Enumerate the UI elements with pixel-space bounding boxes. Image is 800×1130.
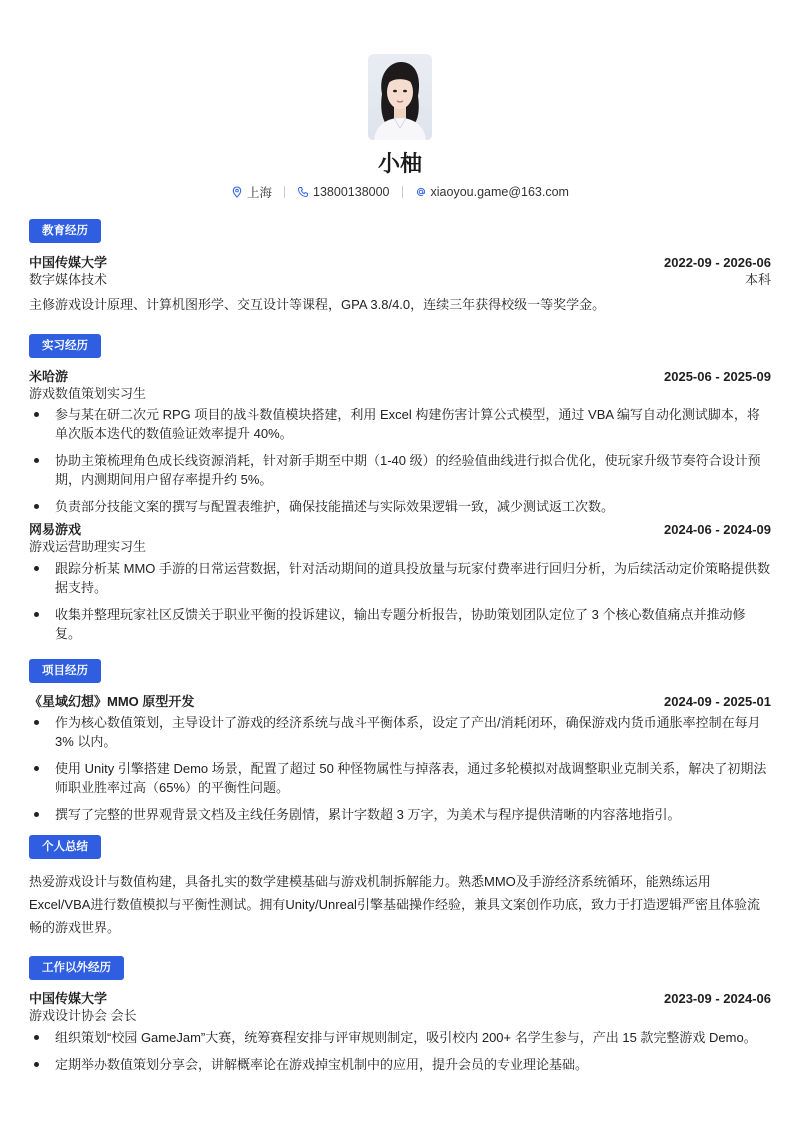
section-title-education: 教育经历 <box>29 219 101 243</box>
education-sub-row <box>29 271 771 289</box>
list-item: 参与某在研二次元 RPG 项目的战斗数值模块搭建，利用 Excel 构建伤害计算公式模型，通过 VBA 编写自动化测试脚本，将单次版本迭代的数值验证效率提升 40%。 <box>29 405 771 443</box>
contact-location <box>231 183 272 201</box>
list-item: 跟踪分析某 MMO 手游的日常运营数据，针对活动期间的道具投放量与玩家付费率进行回归分析，为后续活动定价策略提供数据支持。 <box>29 559 771 597</box>
list-item: 协助主策梳理角色成长线资源消耗，针对新手期至中期（1-40 级）的经验值曲线进行拟合优化，使玩家升级节奏符合设计预期，内测期间用户留存率提升约 5%。 <box>29 451 771 489</box>
internship-header-row <box>29 521 771 539</box>
email-at-icon <box>415 186 427 198</box>
section-title-extra: 工作以外经历 <box>29 956 124 980</box>
education-description: 主修游戏设计原理、计算机图形学、交互设计等课程，GPA 3.8/4.0，连续三年获得校级一等奖学金。 <box>29 297 606 312</box>
internship-date: 2025-06 - 2025-09 <box>664 369 771 384</box>
internship-bullet-list <box>29 559 771 651</box>
list-item: 作为核心数值策划，主导设计了游戏的经济系统与战斗平衡体系，设定了产出/消耗闭环，确保游戏内货币通胀率控制在每月 3% 以内。 <box>29 713 771 751</box>
phone-text: 13800138000 <box>313 185 390 199</box>
location-text: 上海 <box>247 186 273 200</box>
project-name: 《星域幻想》MMO 原型开发 <box>29 694 195 709</box>
internship-company: 米哈游 <box>29 369 69 384</box>
extra-role: 游戏设计协会 会长 <box>29 1008 137 1023</box>
list-item: 使用 Unity 引擎搭建 Demo 场景，配置了超过 50 种怪物属性与掉落表，通过多轮模拟对战调整职业克制关系，解决了初期法师职业胜率过高（65%）的平衡性问题。 <box>29 759 771 797</box>
email-text: xiaoyou.game@163.com <box>430 185 569 199</box>
list-item: 撰写了完整的世界观背景文档及主线任务剧情，累计字数超 3 万字，为美术与程序提供清晰的内容落地指引。 <box>29 805 771 824</box>
internship-company: 网易游戏 <box>29 522 82 537</box>
contact-divider <box>402 186 403 198</box>
internship-role-row <box>29 538 771 556</box>
extra-bullet-list <box>29 1028 771 1082</box>
contact-divider <box>284 186 285 198</box>
list-item: 组织策划“校园 GameJam”大赛，统筹赛程安排与评审规则制定，吸引校内 200+ 名学生参与，产出 15 款完整游戏 Demo。 <box>29 1028 771 1047</box>
list-item: 负责部分技能文案的撰写与配置表维护，确保技能描述与实际效果逻辑一致，减少测试返工次数。 <box>29 497 771 516</box>
phone-icon <box>297 186 309 198</box>
resume-header <box>29 54 771 201</box>
internship-bullet-list <box>29 405 771 524</box>
project-header-row <box>29 693 771 711</box>
internship-date: 2024-06 - 2024-09 <box>664 522 771 537</box>
extra-header-row <box>29 990 771 1008</box>
extra-date: 2023-09 - 2024-06 <box>664 991 771 1006</box>
section-title-project: 项目经历 <box>29 659 101 683</box>
project-date: 2024-09 - 2025-01 <box>664 694 771 709</box>
section-title-internship: 实习经历 <box>29 334 101 358</box>
extra-role-row <box>29 1007 771 1025</box>
list-item: 定期举办数值策划分享会，讲解概率论在游戏掉宝机制中的应用，提升会员的专业理论基础。 <box>29 1055 771 1074</box>
education-major: 数字媒体技术 <box>29 272 108 287</box>
internship-header-row <box>29 368 771 386</box>
education-school: 中国传媒大学 <box>29 255 108 270</box>
location-pin-icon <box>231 186 243 198</box>
education-header-row <box>29 254 771 272</box>
extra-org: 中国传媒大学 <box>29 991 108 1006</box>
resume-page <box>29 0 771 1072</box>
internship-role-row <box>29 385 771 403</box>
section-title-summary: 个人总结 <box>29 835 101 859</box>
project-bullet-list <box>29 713 771 832</box>
contact-email <box>415 185 569 199</box>
internship-role: 游戏运营助理实习生 <box>29 539 147 554</box>
list-item: 收集并整理玩家社区反馈关于职业平衡的投诉建议，输出专题分析报告，协助策划团队定位了 3 个核心数值痛点并推动修复。 <box>29 605 771 643</box>
education-degree: 本科 <box>744 272 771 287</box>
contact-phone <box>297 185 389 199</box>
education-date: 2022-09 - 2026-06 <box>664 255 771 270</box>
summary-text: 热爱游戏设计与数值构建，具备扎实的数学建模基础与游戏机制拆解能力。熟悉MMO及手游经济系统循环，能熟练运用Excel/VBA进行数值模拟与平衡性测试。拥有Unity/Unreal引擎基础操作经验，兼具文案创作功底，致力于打造逻辑严密且体验流畅的游戏世界。 <box>29 874 760 935</box>
internship-role: 游戏数值策划实习生 <box>29 386 147 401</box>
avatar <box>368 54 432 140</box>
contact-bar <box>29 183 771 201</box>
candidate-name: 小柚 <box>377 151 422 176</box>
